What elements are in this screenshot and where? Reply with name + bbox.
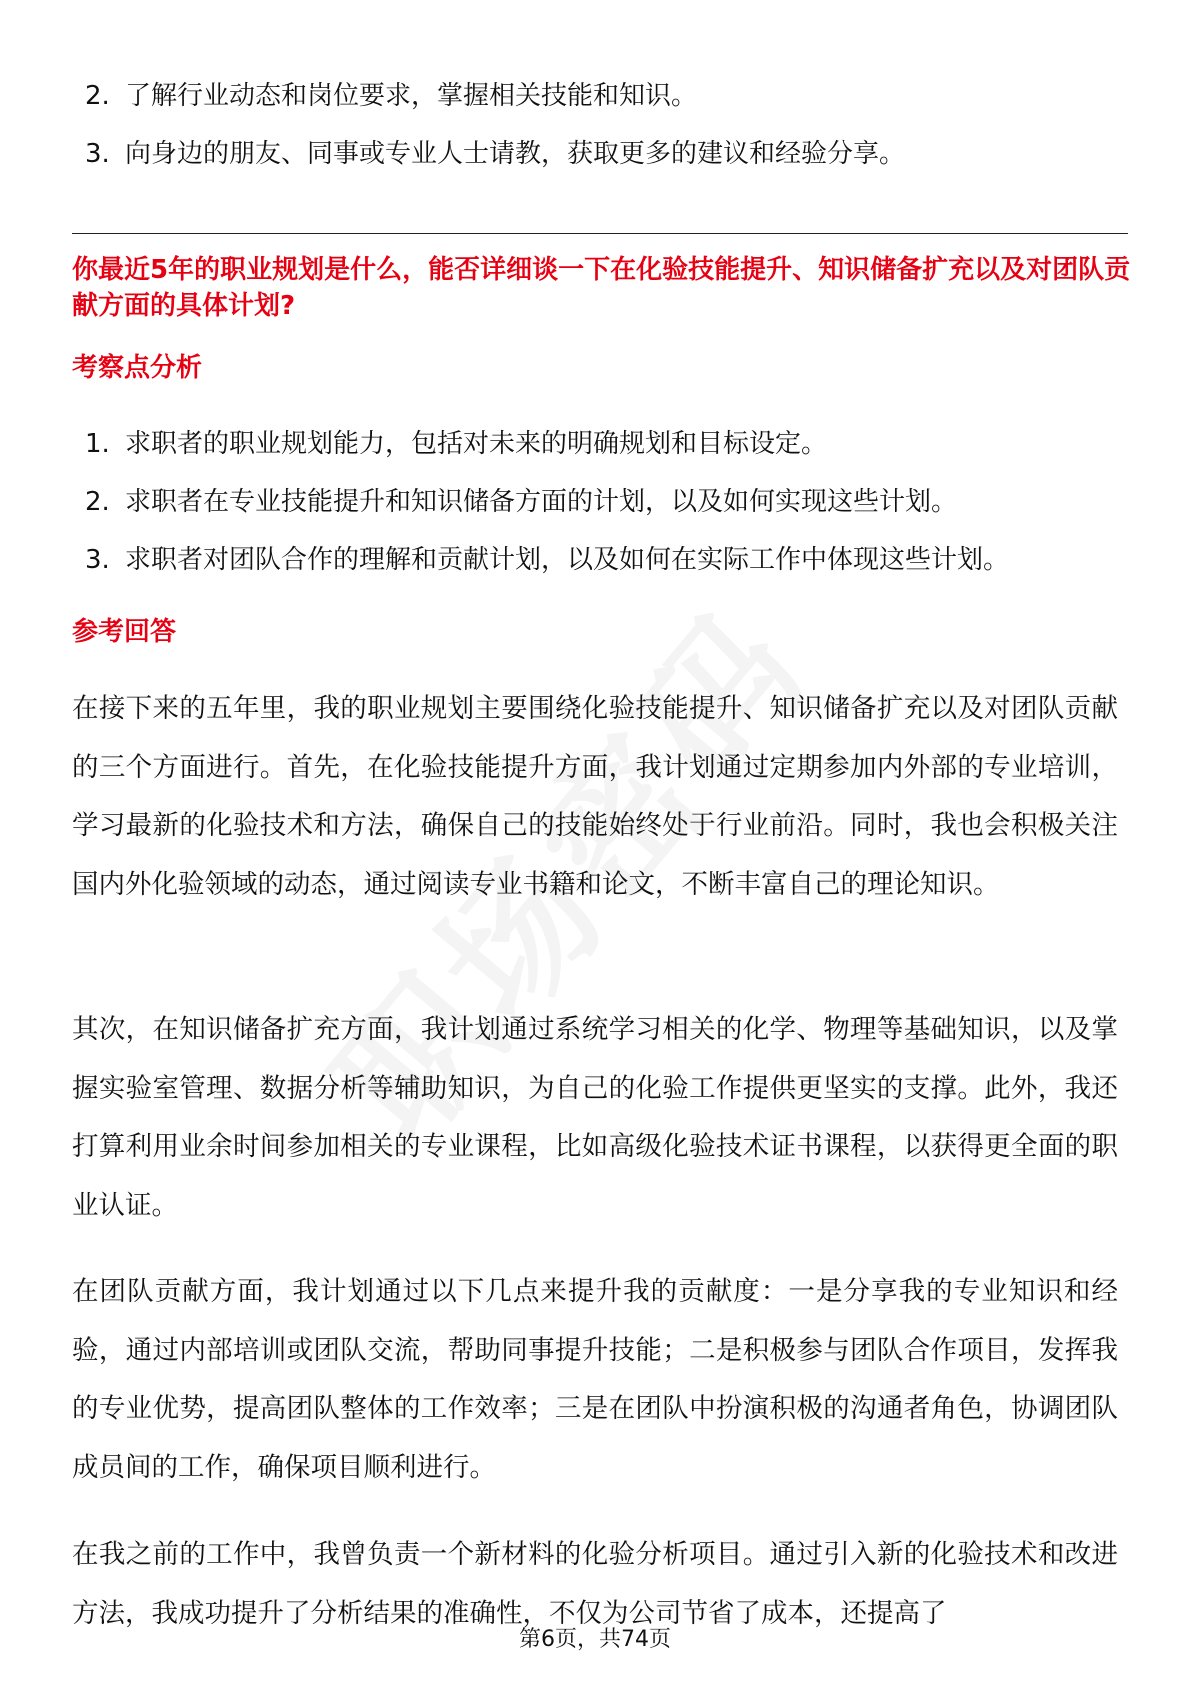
answer-paragraph: 在团队贡献方面，我计划通过以下几点来提升我的贡献度：一是分享我的专业知识和经验，通过内部培训或团队交流，帮助同事提升技能；二是积极参与团队合作项目，发挥我的专业优势，提高团队整体的工作效率；三是在团队中扮演积极的沟通者角色，协调团队成员间的工作，确保项目顺利进行。 xyxy=(72,1276,1118,1483)
answer-paragraph: 其次，在知识储备扩充方面，我计划通过系统学习相关的化学、物理等基础知识，以及掌握实验室管理、数据分析等辅助知识，为自己的化验工作提供更坚实的支撑。此外，我还打算利用业余时间参加相关的专业课程，比如高级化验技术证书课程，以获得更全面的职业认证。 xyxy=(72,1014,1118,1221)
list-item xyxy=(85,473,1009,531)
list-item-number: 3. xyxy=(85,139,110,169)
section-divider xyxy=(72,233,1128,234)
list-item xyxy=(85,531,1009,589)
answer-paragraph: 在接下来的五年里，我的职业规划主要围绕化验技能提升、知识储备扩充以及对团队贡献的三个方面进行。首先，在化验技能提升方面，我计划通过定期参加内外部的专业培训，学习最新的化验技术和方法，确保自己的技能始终处于行业前沿。同时，我也会积极关注国内外化验领域的动态，通过阅读专业书籍和论文，不断丰富自己的理论知识。 xyxy=(72,693,1118,900)
list-item-number: 3. xyxy=(85,545,110,575)
interview-question: 你最近5年的职业规划是什么，能否详细谈一下在化验技能提升、知识储备扩充以及对团队贡献方面的具体计划? xyxy=(72,255,1131,321)
list-item xyxy=(85,415,1009,473)
list-item-number: 2. xyxy=(85,487,110,517)
exam-points-list xyxy=(85,415,1009,589)
list-item xyxy=(85,67,905,125)
list-item xyxy=(85,125,905,183)
exam-points-heading: 考察点分析 xyxy=(72,353,203,383)
previous-list xyxy=(85,67,905,183)
list-item-text: 了解行业动态和岗位要求，掌握相关技能和知识。 xyxy=(125,81,698,111)
list-item-number: 2. xyxy=(85,81,110,111)
page-footer: 第6页，共74页 xyxy=(519,1627,671,1652)
reference-answer-heading: 参考回答 xyxy=(72,617,177,647)
answer-paragraph: 在我之前的工作中，我曾负责一个新材料的化验分析项目。通过引入新的化验技术和改进方法，我成功提升了分析结果的准确性，不仅为公司节省了成本，还提高了 xyxy=(72,1539,1118,1629)
list-item-text: 向身边的朋友、同事或专业人士请教，获取更多的建议和经验分享。 xyxy=(125,139,906,169)
list-item-text: 求职者的职业规划能力，包括对未来的明确规划和目标设定。 xyxy=(125,429,828,459)
list-item-number: 1. xyxy=(85,429,110,459)
list-item-text: 求职者在专业技能提升和知识储备方面的计划，以及如何实现这些计划。 xyxy=(125,487,958,517)
list-item-text: 求职者对团队合作的理解和贡献计划，以及如何在实际工作中体现这些计划。 xyxy=(125,545,1010,575)
